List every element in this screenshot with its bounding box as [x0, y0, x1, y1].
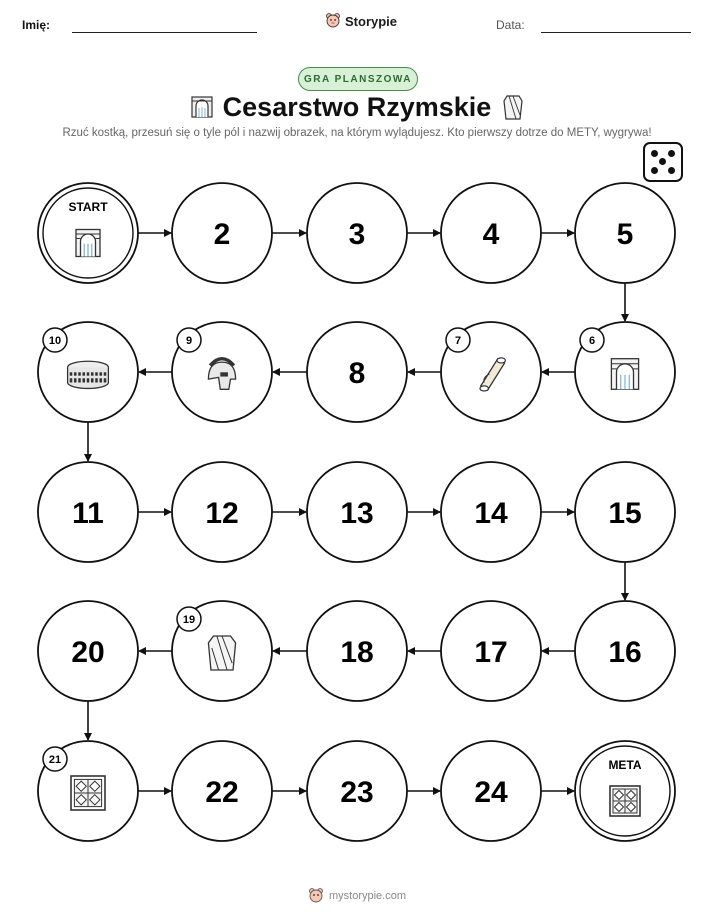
cell-number-badge: 7: [454, 335, 462, 347]
game-type-badge: GRA PLANSZOWA: [298, 67, 418, 91]
cell-number: 22: [205, 776, 239, 809]
cell-number: 4: [482, 218, 500, 251]
cell-number-badge: 21: [48, 754, 62, 766]
cell-number-badge: 10: [48, 335, 62, 347]
board-cell-6: [575, 322, 675, 422]
cell-number: 8: [348, 357, 366, 390]
cell-number-badge: 9: [185, 335, 193, 347]
board-cell-5: [575, 183, 675, 283]
board-cell-9: [172, 322, 272, 422]
board-cell-19: [172, 601, 272, 701]
board-cell-4: [441, 183, 541, 283]
cell-number-badge: 19: [182, 614, 196, 626]
footer: [0, 887, 714, 905]
board-cell-18: [307, 601, 407, 701]
cell-number: 23: [340, 776, 374, 809]
board-cell-14: [441, 462, 541, 562]
cell-number: 13: [340, 497, 374, 530]
board-cell-15: [575, 462, 675, 562]
cell-number: 12: [205, 497, 239, 530]
mosaic-icon: [610, 786, 640, 816]
game-instructions: Rzuć kostką, przesuń się o tyle pól i nazwij obrazek, na którym wylądujesz. Kto pierwszy dotrze do METY, wygrywa!: [62, 127, 652, 139]
brand-name: Storypie: [345, 13, 398, 29]
board-cell-17: [441, 601, 541, 701]
date-label: Data:: [496, 18, 525, 32]
board-cell-23: [307, 741, 407, 841]
board-cell-3: [307, 183, 407, 283]
aqueduct-icon: [76, 230, 100, 257]
board-cell-7: [441, 322, 541, 422]
finish-label: META: [608, 758, 642, 772]
mosaic-icon: [71, 776, 105, 810]
board-cell-21: [38, 741, 138, 841]
cell-number: 18: [340, 636, 374, 669]
board-cell-24: [441, 741, 541, 841]
board-cell-8: [307, 322, 407, 422]
board-cell-meta: [575, 741, 675, 841]
board-cell-12: [172, 462, 272, 562]
cell-number: 15: [608, 497, 642, 530]
start-label: START: [68, 200, 108, 214]
cell-number: 11: [72, 497, 104, 530]
name-label: Imię:: [22, 18, 51, 32]
board-cell-start: [38, 183, 138, 283]
board-cell-11: [38, 462, 138, 562]
board-cell-16: [575, 601, 675, 701]
cell-number: 14: [474, 497, 508, 530]
cell-number-badge: 6: [588, 335, 596, 347]
board-cell-13: [307, 462, 407, 562]
footer-url: mystorypie.com: [328, 890, 407, 902]
cell-number: 3: [348, 218, 366, 251]
cell-number: 20: [71, 636, 105, 669]
cell-number: 16: [608, 636, 642, 669]
cell-number: 5: [616, 218, 634, 251]
board-cell-22: [172, 741, 272, 841]
aqueduct-icon: [611, 359, 638, 390]
colosseum-icon: [68, 361, 109, 388]
board-cell-20: [38, 601, 138, 701]
cell-number: 17: [474, 636, 508, 669]
page-title: Cesarstwo Rzymskie: [222, 92, 492, 122]
cell-number: 24: [474, 776, 508, 809]
board-cell-10: [38, 322, 138, 422]
board-cell-2: [172, 183, 272, 283]
storypie-mascot-icon: [308, 887, 324, 905]
cell-number: 2: [213, 218, 231, 251]
toga-icon: [208, 636, 235, 670]
